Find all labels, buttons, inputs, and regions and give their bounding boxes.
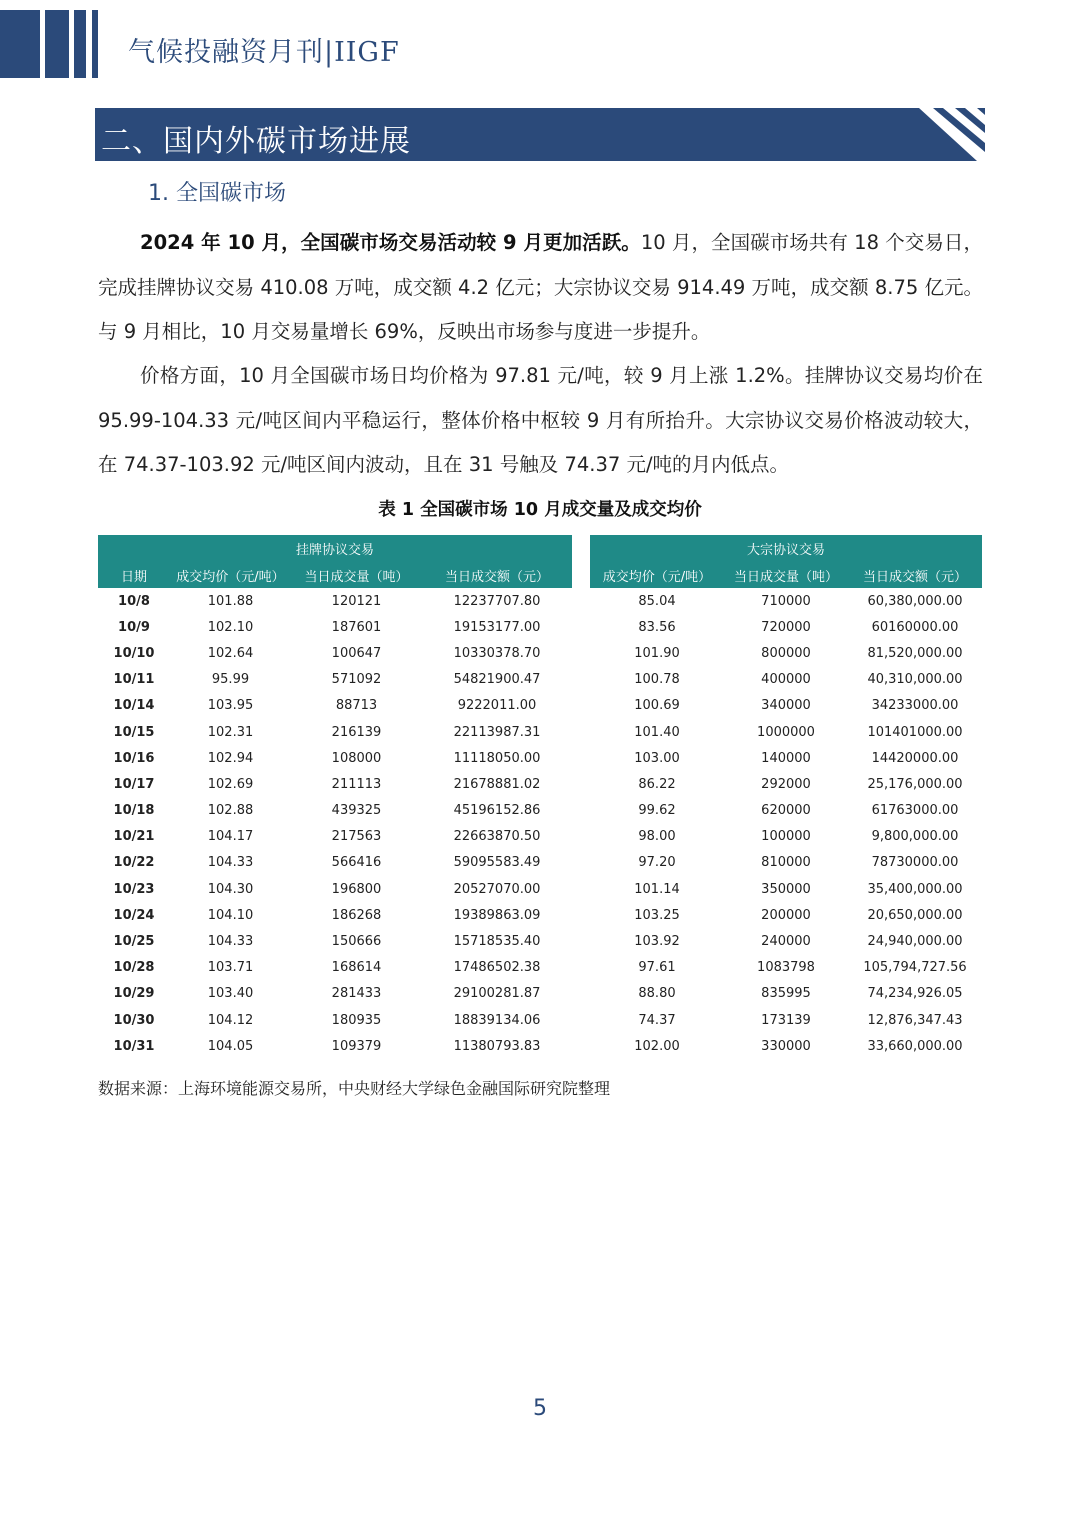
cell-bulk-price: 74.37 <box>638 1012 676 1028</box>
cell-bulk-volume: 100000 <box>761 829 811 845</box>
cell-listed-price: 104.33 <box>207 855 254 871</box>
cell-bulk-amount: 101401000.00 <box>867 724 963 740</box>
cell-listed-amount: 21678881.02 <box>453 776 541 792</box>
cell-listed-amount: 20527070.00 <box>453 881 541 897</box>
table-row <box>590 614 982 640</box>
journal-title: 气候投融资月刊|IIGF <box>128 37 400 68</box>
cell-bulk-amount: 60,380,000.00 <box>867 593 963 609</box>
table-row <box>590 1007 982 1033</box>
cell-listed-price: 102.31 <box>207 724 254 740</box>
cell-bulk-price: 83.56 <box>638 619 676 635</box>
cell-listed-amount: 54821900.47 <box>453 672 541 688</box>
cell-date: 10/18 <box>113 803 155 819</box>
cell-listed-amount: 12237707.80 <box>453 593 541 609</box>
cell-listed-volume: 217563 <box>331 829 382 845</box>
cell-date: 10/25 <box>113 934 155 950</box>
cell-bulk-price: 103.00 <box>634 750 680 766</box>
cell-date: 10/23 <box>113 881 155 897</box>
cell-bulk-amount: 33,660,000.00 <box>867 1038 963 1054</box>
cell-listed-volume: 211113 <box>331 776 382 792</box>
section-banner <box>95 108 985 161</box>
cell-bulk-volume: 620000 <box>761 803 811 819</box>
cell-bulk-amount: 40,310,000.00 <box>867 672 963 688</box>
cell-listed-volume: 150666 <box>331 934 382 950</box>
cell-date: 10/9 <box>118 619 150 635</box>
table-row <box>98 693 572 719</box>
cell-bulk-amount: 74,234,926.05 <box>867 986 963 1002</box>
cell-bulk-amount: 35,400,000.00 <box>867 881 963 897</box>
table-row <box>98 876 572 902</box>
table-row <box>98 928 572 954</box>
cell-listed-price: 95.99 <box>211 672 250 688</box>
cell-listed-amount: 59095583.49 <box>453 855 541 871</box>
table-row <box>590 667 982 693</box>
cell-bulk-price: 99.62 <box>638 803 676 819</box>
cell-listed-amount: 22113987.31 <box>453 724 541 740</box>
col-header-listed-amount: 当日成交额（元） <box>422 562 572 588</box>
cell-bulk-price: 102.00 <box>634 1038 680 1054</box>
cell-bulk-amount: 12,876,347.43 <box>867 1012 963 1028</box>
cell-listed-volume: 566416 <box>331 855 382 871</box>
table-row <box>590 693 982 719</box>
cell-listed-volume: 187601 <box>331 619 382 635</box>
cell-date: 10/30 <box>113 1012 155 1028</box>
cell-bulk-amount: 34233000.00 <box>871 698 959 714</box>
section-title: 二、国内外碳市场进展 <box>101 124 411 159</box>
col-header-bulk-volume: 当日成交量（吨） <box>724 562 848 588</box>
header-bar-4 <box>92 10 98 78</box>
table-row <box>98 588 572 614</box>
cell-date: 10/15 <box>113 724 155 740</box>
cell-bulk-price: 88.80 <box>638 986 676 1002</box>
cell-bulk-amount: 24,940,000.00 <box>867 934 963 950</box>
cell-date: 10/28 <box>113 960 155 976</box>
table-row <box>590 1033 982 1059</box>
header-bar-3 <box>74 10 86 78</box>
cell-bulk-amount: 61763000.00 <box>871 803 959 819</box>
cell-listed-amount: 45196152.86 <box>453 803 541 819</box>
banner-stripes-decoration <box>915 108 985 161</box>
cell-date: 10/29 <box>113 986 155 1002</box>
table-row <box>590 588 982 614</box>
table-row <box>98 981 572 1007</box>
cell-listed-price: 102.64 <box>207 645 254 661</box>
cell-date: 10/16 <box>113 750 155 766</box>
col-header-bulk-price: 成交均价（元/吨） <box>590 562 724 588</box>
cell-bulk-volume: 710000 <box>761 593 811 609</box>
cell-bulk-amount: 78730000.00 <box>871 855 959 871</box>
table-caption: 表 1 全国碳市场 10 月成交量及成交均价 <box>378 500 702 520</box>
cell-bulk-volume: 835995 <box>761 986 811 1002</box>
cell-listed-amount: 10330378.70 <box>453 645 541 661</box>
listed-trading-group-header: 挂牌协议交易 <box>98 535 572 562</box>
paragraph-2 <box>98 354 983 488</box>
cell-bulk-volume: 173139 <box>761 1012 811 1028</box>
cell-bulk-price: 101.90 <box>634 645 680 661</box>
cell-listed-amount: 11118050.00 <box>453 750 541 766</box>
paragraph-2-body: 价格方面，10 月全国碳市场日均价格为 97.81 元/吨，较 9 月上涨 1.2%。挂牌协议交易均价在 95.99-104.33 元/吨区间内平稳运行，整体价格中枢较 9 月有所抬升。大宗协议交易价格波动较大，在 74.37-103.92 元/吨区间内波动，且在 31 号触及 74.37 元/吨的月内低点。 <box>98 364 983 476</box>
cell-bulk-price: 97.61 <box>638 960 676 976</box>
cell-date: 10/22 <box>113 855 155 871</box>
cell-listed-amount: 22663870.50 <box>453 829 541 845</box>
cell-listed-volume: 88713 <box>335 698 378 714</box>
cell-listed-volume: 216139 <box>331 724 382 740</box>
table-row <box>98 902 572 928</box>
cell-listed-price: 103.40 <box>207 986 254 1002</box>
cell-bulk-amount: 81,520,000.00 <box>867 645 963 661</box>
cell-bulk-price: 85.04 <box>638 593 676 609</box>
cell-listed-price: 102.94 <box>207 750 254 766</box>
cell-listed-volume: 108000 <box>331 750 382 766</box>
cell-listed-amount: 19153177.00 <box>453 619 541 635</box>
data-source-note: 数据来源：上海环境能源交易所，中央财经大学绿色金融国际研究院整理 <box>98 1079 611 1098</box>
cell-bulk-price: 98.00 <box>638 829 676 845</box>
cell-bulk-price: 100.78 <box>634 672 680 688</box>
cell-date: 10/24 <box>113 907 155 923</box>
listed-trading-table <box>98 535 572 1059</box>
cell-bulk-price: 86.22 <box>638 776 676 792</box>
table-row <box>590 745 982 771</box>
cell-listed-amount: 18839134.06 <box>453 1012 541 1028</box>
cell-bulk-volume: 810000 <box>761 855 811 871</box>
paragraph-1-body: 10 月，全国碳市场共有 18 个交易日，完成挂牌协议交易 410.08 万吨，成交额 4.2 亿元；大宗协议交易 914.49 万吨，成交额 8.75 亿元。与 9 月相比，10 月交易量增长 69%，反映出市场参与度进一步提升。 <box>98 231 983 343</box>
table-row <box>98 824 572 850</box>
listed-trading-table-body <box>98 588 572 1059</box>
cell-listed-amount: 11380793.83 <box>453 1038 541 1054</box>
cell-listed-price: 104.10 <box>207 907 254 923</box>
table-row <box>590 902 982 928</box>
table-row <box>590 719 982 745</box>
cell-date: 10/11 <box>113 672 155 688</box>
cell-listed-amount: 29100281.87 <box>453 986 541 1002</box>
cell-listed-amount: 9222011.00 <box>457 698 537 714</box>
col-header-listed-price: 成交均价（元/吨） <box>170 562 291 588</box>
cell-listed-volume: 109379 <box>331 1038 382 1054</box>
bulk-trading-table-body <box>590 588 982 1059</box>
table-row <box>98 640 572 666</box>
sub-heading: 1. 全国碳市场 <box>148 181 286 206</box>
table-row <box>590 850 982 876</box>
cell-listed-amount: 17486502.38 <box>453 960 541 976</box>
cell-bulk-amount: 20,650,000.00 <box>867 907 963 923</box>
cell-listed-volume: 180935 <box>331 1012 382 1028</box>
col-header-date: 日期 <box>98 562 170 588</box>
cell-date: 10/21 <box>113 829 155 845</box>
cell-listed-amount: 15718535.40 <box>453 934 541 950</box>
table-row <box>98 1007 572 1033</box>
table-row <box>590 824 982 850</box>
cell-listed-volume: 196800 <box>331 881 382 897</box>
cell-date: 10/8 <box>118 593 150 609</box>
col-header-bulk-amount: 当日成交额（元） <box>848 562 982 588</box>
cell-listed-volume: 186268 <box>331 907 382 923</box>
table-row <box>98 955 572 981</box>
cell-bulk-amount: 105,794,727.56 <box>863 960 967 976</box>
bulk-trading-group-header: 大宗协议交易 <box>590 535 982 562</box>
table-row <box>98 745 572 771</box>
cell-listed-price: 103.71 <box>207 960 254 976</box>
cell-bulk-amount: 14420000.00 <box>871 750 959 766</box>
cell-bulk-price: 97.20 <box>638 855 676 871</box>
cell-bulk-price: 103.25 <box>634 907 680 923</box>
cell-listed-price: 104.12 <box>207 1012 254 1028</box>
cell-bulk-volume: 400000 <box>761 672 811 688</box>
cell-bulk-price: 103.92 <box>634 934 680 950</box>
header-bar-1 <box>0 10 40 78</box>
cell-bulk-volume: 292000 <box>761 776 811 792</box>
cell-bulk-volume: 240000 <box>761 934 811 950</box>
cell-bulk-volume: 1000000 <box>757 724 815 740</box>
header-bar-2 <box>45 10 69 78</box>
cell-date: 10/17 <box>113 776 155 792</box>
table-row <box>590 955 982 981</box>
cell-listed-volume: 571092 <box>331 672 382 688</box>
table-row <box>590 640 982 666</box>
cell-date: 10/31 <box>113 1038 155 1054</box>
bulk-trading-table <box>590 535 982 1059</box>
cell-listed-price: 104.30 <box>207 881 254 897</box>
cell-listed-volume: 439325 <box>331 803 382 819</box>
cell-listed-price: 102.10 <box>207 619 254 635</box>
cell-bulk-amount: 60160000.00 <box>871 619 959 635</box>
cell-date: 10/10 <box>113 645 155 661</box>
col-header-listed-volume: 当日成交量（吨） <box>291 562 422 588</box>
table-row <box>590 928 982 954</box>
cell-bulk-price: 101.14 <box>634 881 680 897</box>
cell-listed-price: 101.88 <box>207 593 254 609</box>
cell-listed-volume: 100647 <box>331 645 382 661</box>
cell-bulk-volume: 800000 <box>761 645 811 661</box>
page-number: 5 <box>533 1396 547 1421</box>
cell-bulk-volume: 350000 <box>761 881 811 897</box>
table-row <box>98 1033 572 1059</box>
table-row <box>98 614 572 640</box>
table-row <box>98 719 572 745</box>
cell-bulk-amount: 25,176,000.00 <box>867 776 963 792</box>
cell-listed-volume: 168614 <box>331 960 382 976</box>
cell-bulk-volume: 1083798 <box>757 960 815 976</box>
cell-listed-price: 102.88 <box>207 803 254 819</box>
cell-bulk-volume: 140000 <box>761 750 811 766</box>
paragraph-1-bold-lead: 2024 年 10 月，全国碳市场交易活动较 9 月更加活跃。 <box>140 231 641 254</box>
cell-bulk-volume: 340000 <box>761 698 811 714</box>
table-row <box>590 771 982 797</box>
cell-bulk-amount: 9,800,000.00 <box>871 829 959 845</box>
cell-bulk-volume: 200000 <box>761 907 811 923</box>
table-row <box>590 981 982 1007</box>
table-row <box>98 850 572 876</box>
cell-date: 10/14 <box>113 698 155 714</box>
cell-listed-price: 104.05 <box>207 1038 254 1054</box>
cell-bulk-price: 101.40 <box>634 724 680 740</box>
table-row <box>98 798 572 824</box>
cell-bulk-volume: 330000 <box>761 1038 811 1054</box>
table-row <box>98 667 572 693</box>
table-row <box>590 876 982 902</box>
table-row <box>590 798 982 824</box>
cell-listed-amount: 19389863.09 <box>453 907 541 923</box>
paragraph-1 <box>98 221 983 355</box>
cell-bulk-volume: 720000 <box>761 619 811 635</box>
cell-bulk-price: 100.69 <box>634 698 680 714</box>
cell-listed-volume: 120121 <box>331 593 382 609</box>
cell-listed-price: 102.69 <box>207 776 254 792</box>
cell-listed-price: 104.17 <box>207 829 254 845</box>
table-row <box>98 771 572 797</box>
cell-listed-price: 104.33 <box>207 934 254 950</box>
cell-listed-price: 103.95 <box>207 698 254 714</box>
cell-listed-volume: 281433 <box>331 986 382 1002</box>
